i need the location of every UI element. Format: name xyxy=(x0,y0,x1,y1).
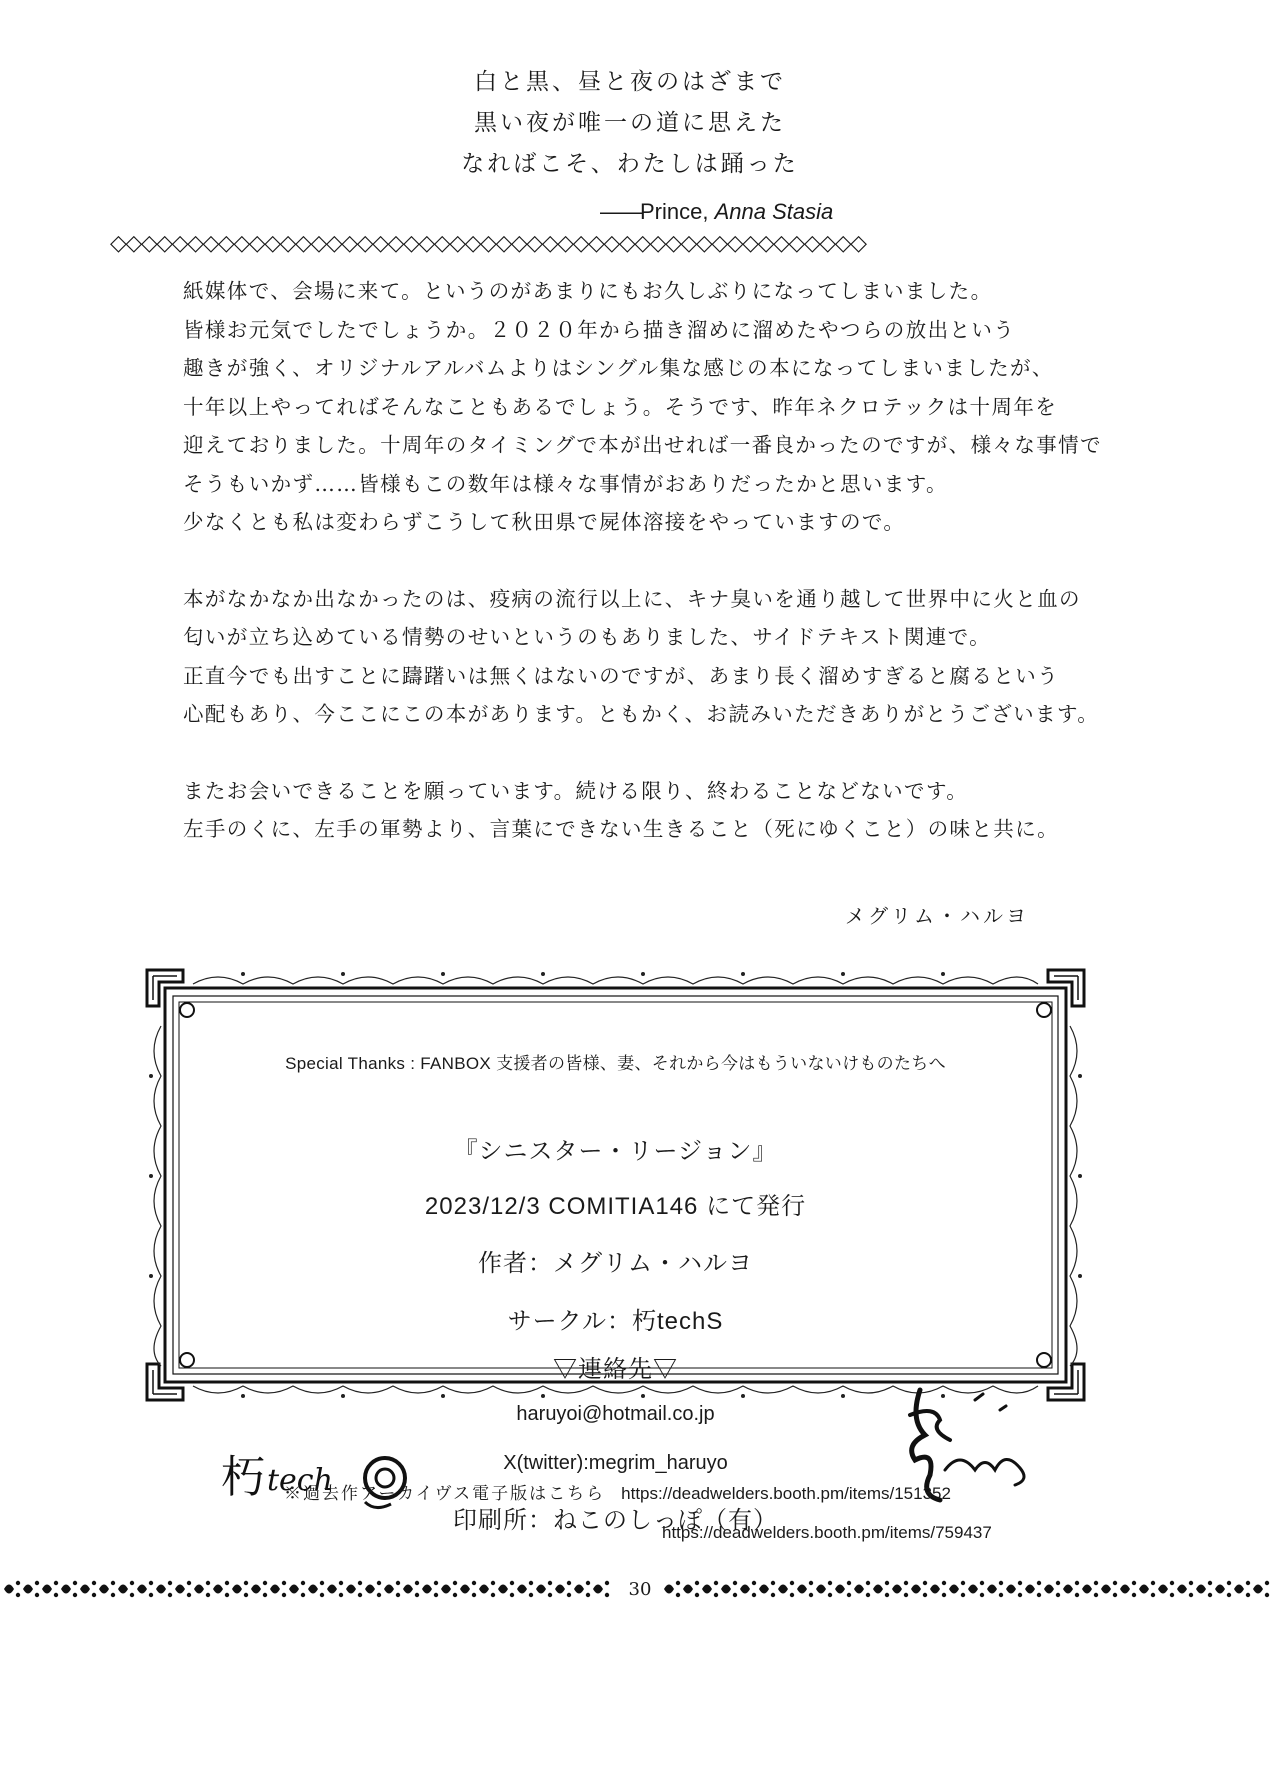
svg-text:tech: tech xyxy=(267,1463,333,1498)
afterword xyxy=(183,272,1123,887)
book-title: 『シニスター・リージョン』 xyxy=(453,1138,778,1165)
afterword-paragraph-3 xyxy=(183,772,1123,849)
poem-line: 黒い夜が唯一の道に思えた xyxy=(474,110,786,136)
epigraph-poem xyxy=(0,62,1280,185)
text-line: 少なくとも私は変わらずこうして秋田県で屍体溶接をやっていますので。 xyxy=(183,510,906,534)
text-line: 匂いが立ち込めている情勢のせいというのもありました、サイドテキスト関連で。 xyxy=(183,625,992,649)
attribution-work: Anna Stasia xyxy=(714,199,834,224)
archive-link-2[interactable]: https://deadwelders.booth.pm/items/759437 xyxy=(662,1523,992,1542)
colophon xyxy=(143,966,1088,1404)
archive-label: ※過去作アーカイヴス電子版はこちら xyxy=(284,1484,606,1504)
afterword-paragraph-1 xyxy=(183,272,1123,542)
attribution-name: Prince, xyxy=(640,199,715,224)
text-line: 正直今でも出すことに躊躇いは無くはないのですが、あまり長く溜めすぎると腐るという xyxy=(183,663,1059,688)
contact-twitter[interactable]: X(twitter):megrim_haruyo xyxy=(503,1452,728,1474)
contact-heading: ▽連絡先▽ xyxy=(553,1356,678,1383)
text-line: 紙媒体で、会場に来て。というのがあまりにもお久しぶりになってしまいました。 xyxy=(183,279,993,303)
text-line: そうもいかず……皆様もこの数年は様々な事情がおありだったかと思います。 xyxy=(183,471,948,496)
diamond-divider: ◇◇◇◇◇◇◇◇◇◇◇◇◇◇◇◇◇◇◇◇◇◇◇◇◇◇◇◇◇◇◇◇◇◇◇◇◇◇◇◇◇◇◇◇◇◇◇◇◇ xyxy=(110,231,866,256)
author-credit: 作者：メグリム・ハルヨ xyxy=(478,1250,753,1277)
poem-line: なればこそ、わたしは踊った xyxy=(461,151,799,177)
epigraph-attribution xyxy=(600,199,833,225)
text-line: 十年以上やってればそんなこともあるでしょう。そうです、昨年ネクロテックは十周年を xyxy=(183,394,1058,419)
contact-email[interactable]: haruyoi@hotmail.co.jp xyxy=(516,1403,715,1425)
text-line: 心配もあり、今ここにこの本があります。ともかく、お読みいただきありがとうございます。 xyxy=(183,702,1100,726)
text-line: 趣きが強く、オリジナルアルバムよりはシングル集な感じの本になってしまいましたが、 xyxy=(183,356,1054,380)
afterword-paragraph-2 xyxy=(183,580,1123,734)
svg-text:朽: 朽 xyxy=(221,1452,265,1503)
printer-info: 印刷所：ねこのしっぽ（有） xyxy=(453,1507,778,1534)
circle-name: サークル：朽techS xyxy=(507,1308,724,1335)
archive-link-1[interactable]: https://deadwelders.booth.pm/items/151352 xyxy=(621,1484,951,1503)
text-line: またお会いできることを願っています。続ける限り、終わることなどないです。 xyxy=(183,778,969,803)
archive-line xyxy=(284,1479,951,1504)
author-signature-name: メグリム・ハルヨ xyxy=(845,904,1029,928)
text-line: 本がなかなか出なかったのは、疫病の流行以上に、キナ臭いを通り越して世界中に火と血の xyxy=(183,586,1081,611)
special-thanks: Special Thanks : FANBOX 支援者の皆様、妻、それから今はもういないけものたちへ xyxy=(285,1054,946,1073)
issue-info: 2023/12/3 COMITIA146 にて発行 xyxy=(424,1193,807,1220)
text-line: 左手のくに、左手の軍勢より、言葉にできない生きること（死にゆくこと）の味と共に。 xyxy=(183,817,1059,841)
page-number: 30 xyxy=(628,1579,652,1600)
poem-line: 白と黒、昼と夜のはざまで xyxy=(474,69,786,95)
text-line: 皆様お元気でしたでしょうか。２０２０年から描き溜めに溜めたやつらの放出という xyxy=(183,317,1016,342)
text-line: 迎えておりました。十周年のタイミングで本が出せれば一番良かったのですが、様々な事情で xyxy=(183,433,1102,457)
attribution-dash: —— xyxy=(600,199,640,224)
